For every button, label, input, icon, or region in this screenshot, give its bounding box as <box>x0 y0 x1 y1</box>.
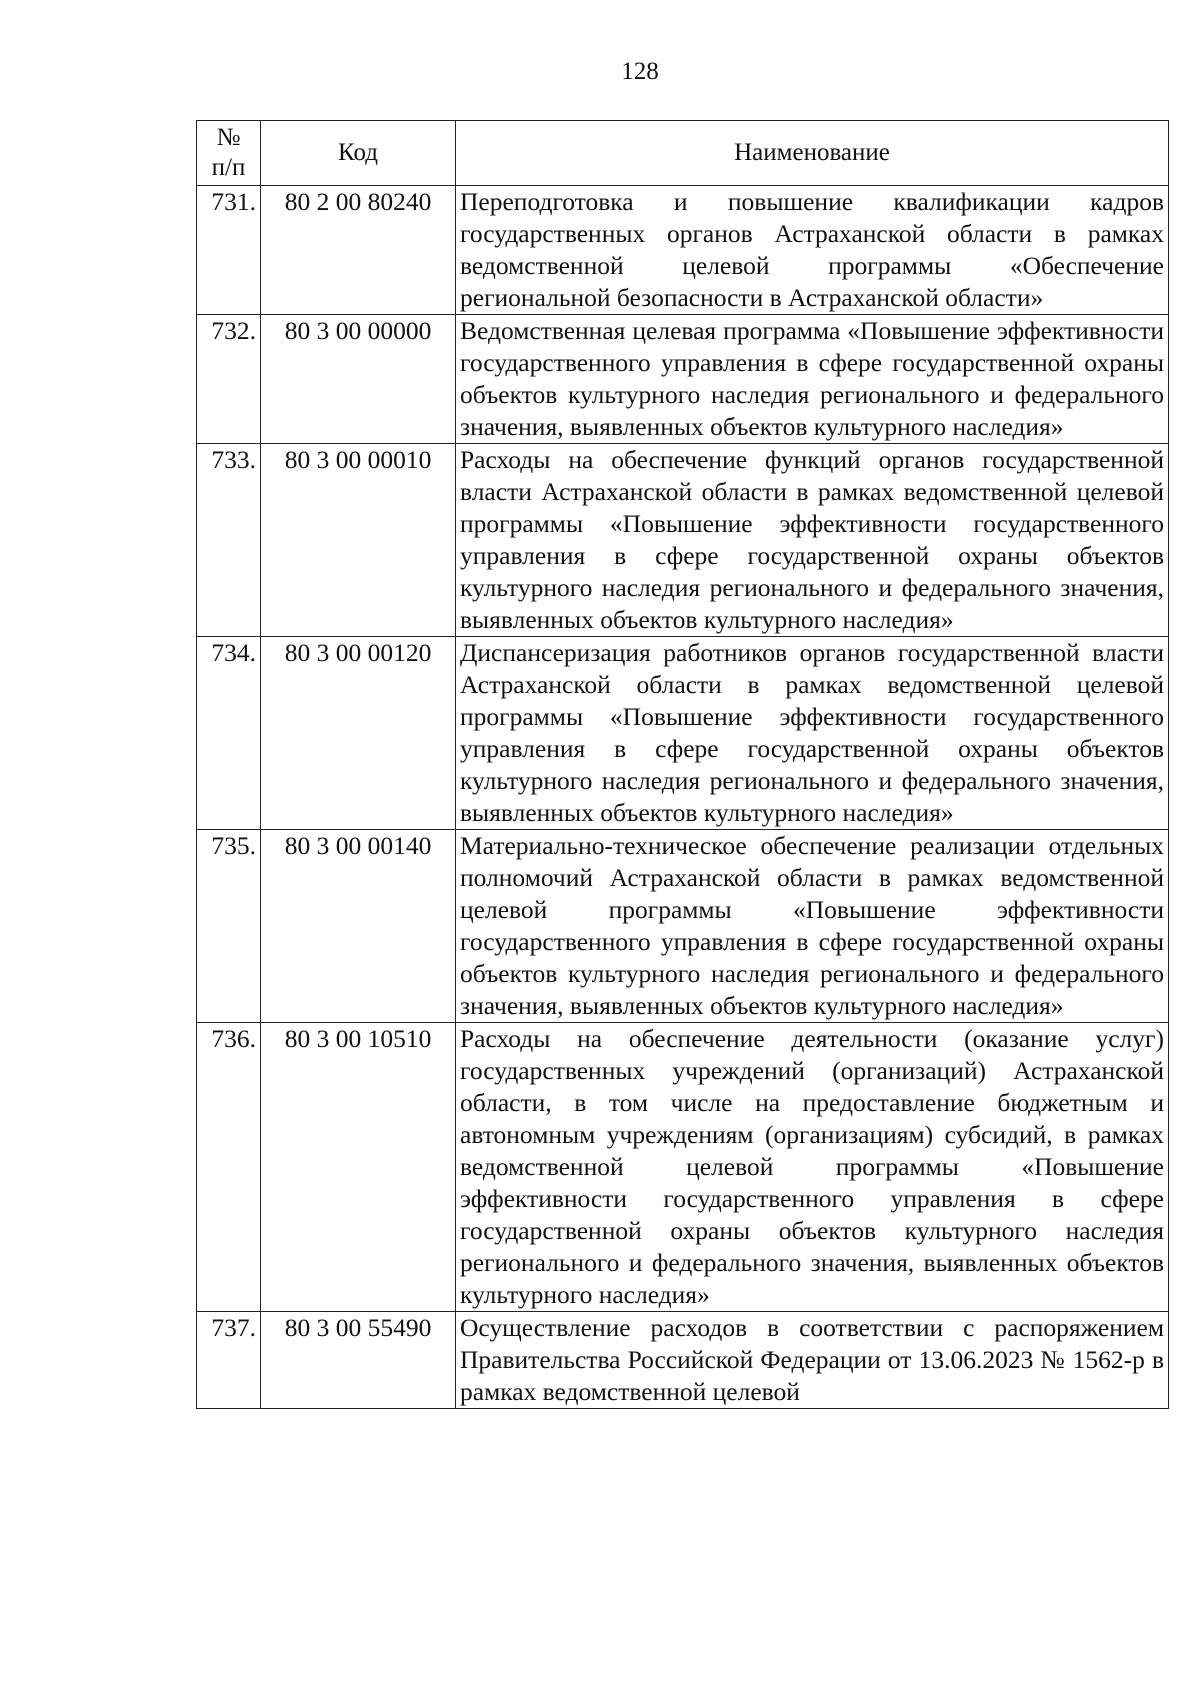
column-header-name: Наименование <box>456 121 1169 186</box>
table-row <box>197 1023 1169 1312</box>
column-header-number-sign: № <box>216 124 241 151</box>
table-row <box>197 637 1169 830</box>
row-code: 80 2 00 80240 <box>261 186 456 315</box>
row-name: Осуществление расходов в соответствии с распоряжением Правительства Российской Федерации от 13.06.2023 № 1562-р в рамках ведомственной целевой <box>456 1312 1169 1409</box>
budget-classification-table <box>196 120 1169 1409</box>
column-header-number <box>197 121 261 186</box>
page-number: 128 <box>621 58 659 85</box>
row-number: 732. <box>197 315 261 444</box>
row-code: 80 3 00 00120 <box>261 637 456 830</box>
row-number: 731. <box>197 186 261 315</box>
row-code: 80 3 00 00000 <box>261 315 456 444</box>
table-header-row <box>197 121 1169 186</box>
table-row <box>197 1312 1169 1409</box>
row-number: 733. <box>197 444 261 637</box>
column-header-number-abbr: п/п <box>211 154 246 181</box>
row-number: 734. <box>197 637 261 830</box>
row-code: 80 3 00 55490 <box>261 1312 456 1409</box>
row-name: Расходы на обеспечение деятельности (оказание услуг) государственных учреждений (организаций) Астраханской области, в том числе на предоставление бюджетным и автономным учреждениям (организациям) субсидий, в рамках ведомственной целевой программы «Повышение эффективности государственного управления в сфере государственной охраны объектов культурного наследия регионального и федерального значения, выявленных объектов культурного наследия» <box>456 1023 1169 1312</box>
table-row <box>197 830 1169 1023</box>
table-row <box>197 186 1169 315</box>
table-row <box>197 315 1169 444</box>
row-name: Материально-техническое обеспечение реализации отдельных полномочий Астраханской области в рамках ведомственной целевой программы «Повышение эффективности государственного управления в сфере государственной охраны объектов культурного наследия регионального и федерального значения, выявленных объектов культурного наследия» <box>456 830 1169 1023</box>
row-name: Ведомственная целевая программа «Повышение эффективности государственного управления в сфере государственной охраны объектов культурного наследия регионального и федерального значения, выявленных объектов культурного наследия» <box>456 315 1169 444</box>
row-number: 737. <box>197 1312 261 1409</box>
row-code: 80 3 00 00010 <box>261 444 456 637</box>
row-number: 736. <box>197 1023 261 1312</box>
row-name: Расходы на обеспечение функций органов государственной власти Астраханской области в рамках ведомственной целевой программы «Повышение эффективности государственного управления в сфере государственной охраны объектов культурного наследия регионального и федерального значения, выявленных объектов культурного наследия» <box>456 444 1169 637</box>
table-row <box>197 444 1169 637</box>
row-number: 735. <box>197 830 261 1023</box>
row-name: Диспансеризация работников органов государственной власти Астраханской области в рамках ведомственной целевой программы «Повышение эффективности государственного управления в сфере государственной охраны объектов культурного наследия регионального и федерального значения, выявленных объектов культурного наследия» <box>456 637 1169 830</box>
row-name: Переподготовка и повышение квалификации кадров государственных органов Астраханской области в рамках ведомственной целевой программы «Обеспечение региональной безопасности в Астраханской области» <box>456 186 1169 315</box>
row-code: 80 3 00 00140 <box>261 830 456 1023</box>
column-header-code: Код <box>261 121 456 186</box>
row-code: 80 3 00 10510 <box>261 1023 456 1312</box>
